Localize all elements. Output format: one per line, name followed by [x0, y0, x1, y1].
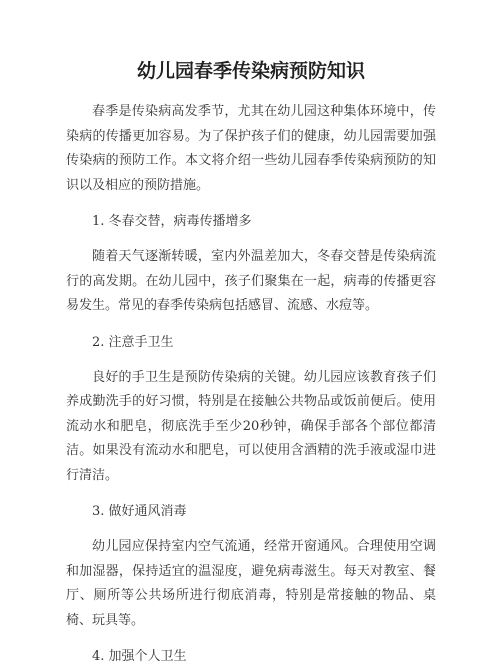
- section-heading-4: 4. 加强个人卫生: [92, 649, 187, 664]
- section-heading-3: 3. 做好通风消毒: [92, 504, 187, 519]
- section-body-2: 良好的手卫生是预防传染病的关键。幼儿园应该教育孩子们养成勤洗手的好习惯，特别是在接触公共物品或饭前便后。使用流动水和肥皂，彻底洗手至少20秒钟，确保手部各个部位都清洁。如果没有流动水和肥皂，可以使用含酒精的洗手液或湿巾进行清洁。: [66, 369, 436, 483]
- document-title: 幼儿园春季传染病预防知识: [136, 60, 365, 82]
- section-body-3: 幼儿园应保持室内空气流通，经常开窗通风。合理使用空调和加湿器，保持适宜的温湿度，避免病毒滋生。每天对教室、餐厅、厕所等公共场所进行彻底消毒，特别是常接触的物品、桌椅、玩具等。: [66, 539, 436, 628]
- section-heading-2: 2. 注意手卫生: [92, 334, 174, 350]
- section-body-1: 随着天气逐渐转暖，室内外温差加大，冬春交替是传染病流行的高发期。在幼儿园中，孩子们聚集在一起，病毒的传播更容易发生。常见的春季传染病包括感冒、流感、水痘等。: [66, 249, 436, 313]
- section-heading-1: 1. 冬春交替，病毒传播增多: [92, 214, 252, 229]
- intro-paragraph: 春季是传染病高发季节，尤其在幼儿园这种集体环境中，传染病的传播更加容易。为了保护孩子们的健康，幼儿园需要加强传染病的预防工作。本文将介绍一些幼儿园春季传染病预防的知识以及相应的预防措施。: [66, 104, 436, 193]
